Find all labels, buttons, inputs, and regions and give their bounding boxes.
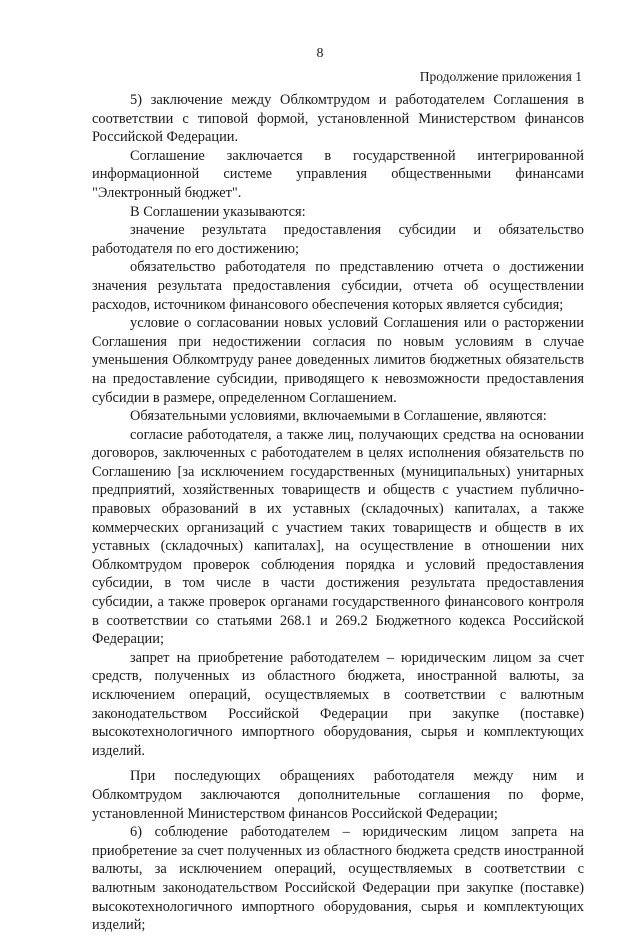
appendix-continuation-label: Продолжение приложения 1 [419,69,582,84]
paragraph-inspection-consent: согласие работодателя, а также лиц, получающих средства на основании договоров, заключенных с работодателем в целях исполнения обязательств по Соглашению [за исключением государственных (муниципальных) унитарных предприятий, хозяйственных товариществ и обществ с участием публично-правовых образований в их уставных (складочных) капиталах, а также коммерческих организаций с участием таких товариществ и обществ в их уставных (складочных) капиталах], на осуществление в отношении них Облкомтрудом проверок соблюдения порядка и условий предоставления субсидии, в том числе в части достижения результата предоставления субсидии, а также проверок органами государственного финансового контроля в соответствии со статьями 268.1 и 269.2 Бюджетного кодекса Российской Федерации; [92,426,584,648]
paragraph-result-value: значение результата предоставления субсидии и обязательство работодателя по его достижению; [92,222,584,257]
document-body [92,91,584,935]
paragraph-report-obligation: обязательство работодателя по представлению отчета о достижении значения результата предоставления субсидии, отчета об осуществлении расходов, источником финансового обеспечения которых является субсидия; [92,259,584,313]
paragraph-electronic-budget: Соглашение заключается в государственной интегрированной информационной системе управления общественными финансами "Электронный бюджет". [92,147,584,201]
paragraph-agreement-conclusion: 5) заключение между Облкомтрудом и работодателем Соглашения в соответствии с типовой формой, установленной Министерством финансов Российской Федерации. [92,92,584,146]
paragraph-prohibition-compliance: 6) соблюдение работодателем – юридическим лицом запрета на приобретение за счет полученных из областного бюджета средств иностранной валюты, за исключением операций, осуществляемых в соответствии с валютным законодательством Российской Федерации при закупке (поставке) высокотехнологичного импортного оборудования, сырья и комплектующих изделий; [92,824,584,934]
paragraph-agreement-specifies: В Соглашении указываются: [130,203,306,220]
paragraph-new-conditions: условие о согласовании новых условий Соглашения или о расторжении Соглашения при недостижении согласия по новым условиям в случае уменьшения Облкомтруду ранее доведенных лимитов бюджетных обязательств на предоставление субсидии, приводящего к невозможности предоставления субсидии в размере, определенном Соглашением. [92,315,584,406]
paragraph-additional-agreements: При последующих обращениях работодателя между ним и Облкомтрудом заключаются дополнительные соглашения по форме, установленной Министерством финансов Российской Федерации; [92,768,584,822]
paragraph-currency-prohibition: запрет на приобретение работодателем – юридическим лицом за счет средств, полученных из областного бюджета, иностранной валюты, за исключением операций, осуществляемых в соответствии с валютным законодательством Российской Федерации при закупке (поставке) высокотехнологичного импортного оборудования, сырья и комплектующих изделий. [92,649,584,759]
page-number: 8 [316,46,324,61]
paragraph-mandatory-conditions: Обязательными условиями, включаемыми в Соглашение, являются: [130,408,547,425]
